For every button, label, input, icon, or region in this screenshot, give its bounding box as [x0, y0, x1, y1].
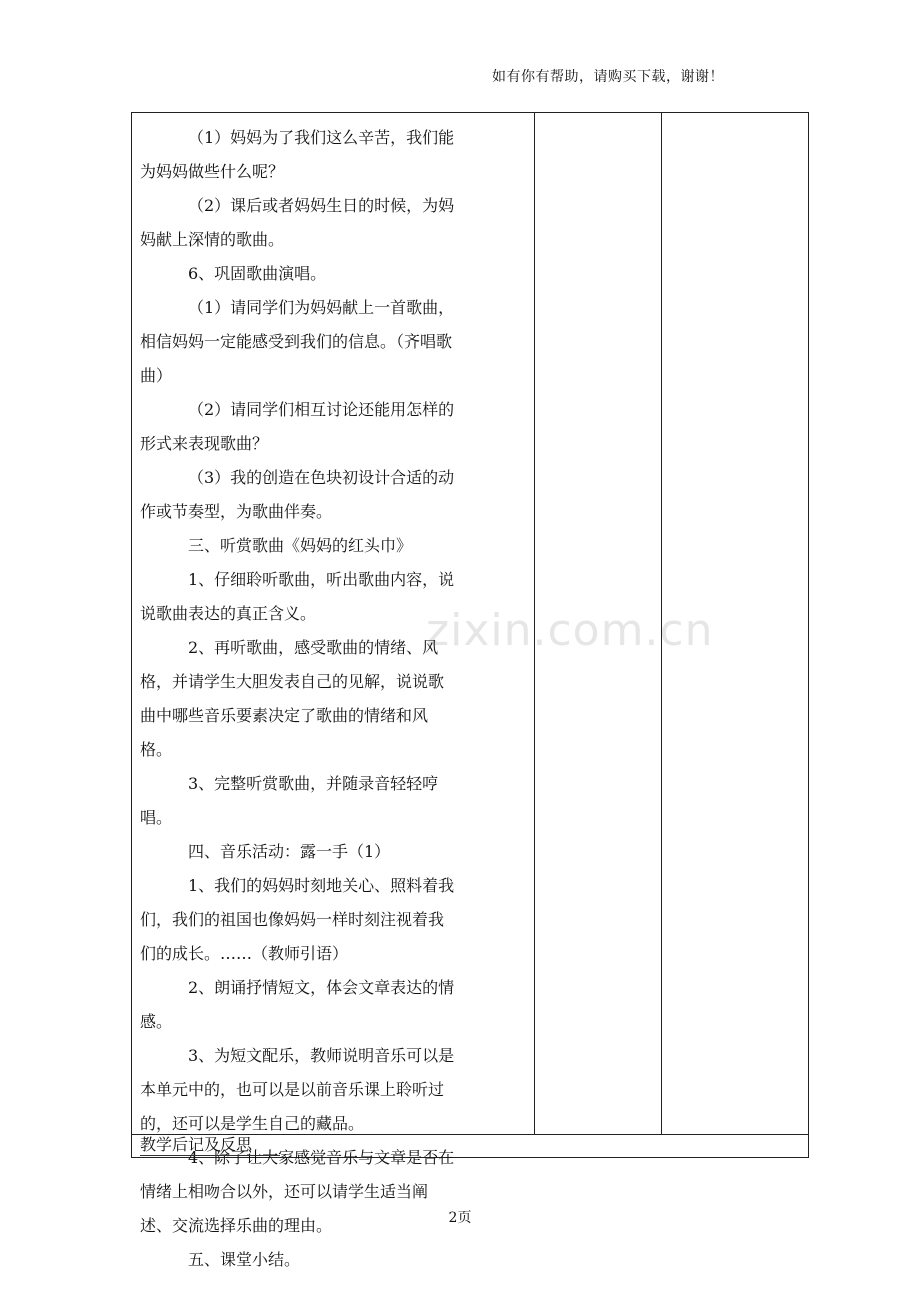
paragraph: 四、音乐活动：露一手（1） [188, 842, 391, 861]
lesson-content [140, 121, 456, 1277]
paragraph: （2）请同学们相互讨论还能用怎样的形式来表现歌曲？ [140, 400, 455, 453]
watermark: zixin.com.cn [426, 605, 714, 656]
paragraph: 3、完整听赏歌曲，并随录音轻轻哼唱。 [140, 774, 439, 827]
paragraph: （3）我的创造在色块初设计合适的动作或节奏型，为歌曲伴奏。 [140, 468, 455, 521]
paragraph: 1、仔细聆听歌曲，听出歌曲内容，说说歌曲表达的真正含义。 [140, 570, 455, 623]
paragraph: （1）请同学们为妈妈献上一首歌曲，相信妈妈一定能感受到我们的信息。（齐唱歌曲） [140, 298, 455, 385]
paragraph: （2）课后或者妈妈生日的时候，为妈妈献上深情的歌曲。 [140, 196, 455, 249]
column-divider [534, 113, 535, 1134]
paragraph: 3、为短文配乐，教师说明音乐可以是本单元中的，也可以是以前音乐课上聆听过的，还可以是学生自己的藏品。 [140, 1046, 455, 1133]
paragraph: 1、我们的妈妈时刻地关心、照料着我们，我们的祖国也像妈妈一样时刻注视着我们的成长。……（教师引语） [140, 876, 455, 963]
paragraph: 4、除了让大家感觉音乐与文章是否在情绪上相吻合以外，还可以请学生适当阐述、交流选择乐曲的理由。 [140, 1148, 455, 1235]
paragraph: 6、巩固歌曲演唱。 [188, 264, 327, 283]
paragraph: 三、听赏歌曲《妈妈的红头巾》 [188, 536, 413, 555]
page-number: 2页 [448, 1210, 472, 1226]
paragraph: 五、课堂小结。 [188, 1250, 301, 1269]
paragraph: 2、朗诵抒情短文，体会文章表达的情感。 [140, 978, 455, 1031]
paragraph: 2、再听歌曲，感受歌曲的情绪、风格，并请学生大胆发表自己的见解，说说歌曲中哪些音乐要素决定了歌曲的情绪和风格。 [140, 638, 445, 759]
reflection-label: 教学后记及反思 [140, 1135, 280, 1156]
column-divider [661, 113, 662, 1134]
paragraph: （1）妈妈为了我们这么辛苦，我们能为妈妈做些什么呢？ [140, 128, 455, 181]
header-note: 如有你有帮助，请购买下载，谢谢！ [492, 69, 724, 85]
